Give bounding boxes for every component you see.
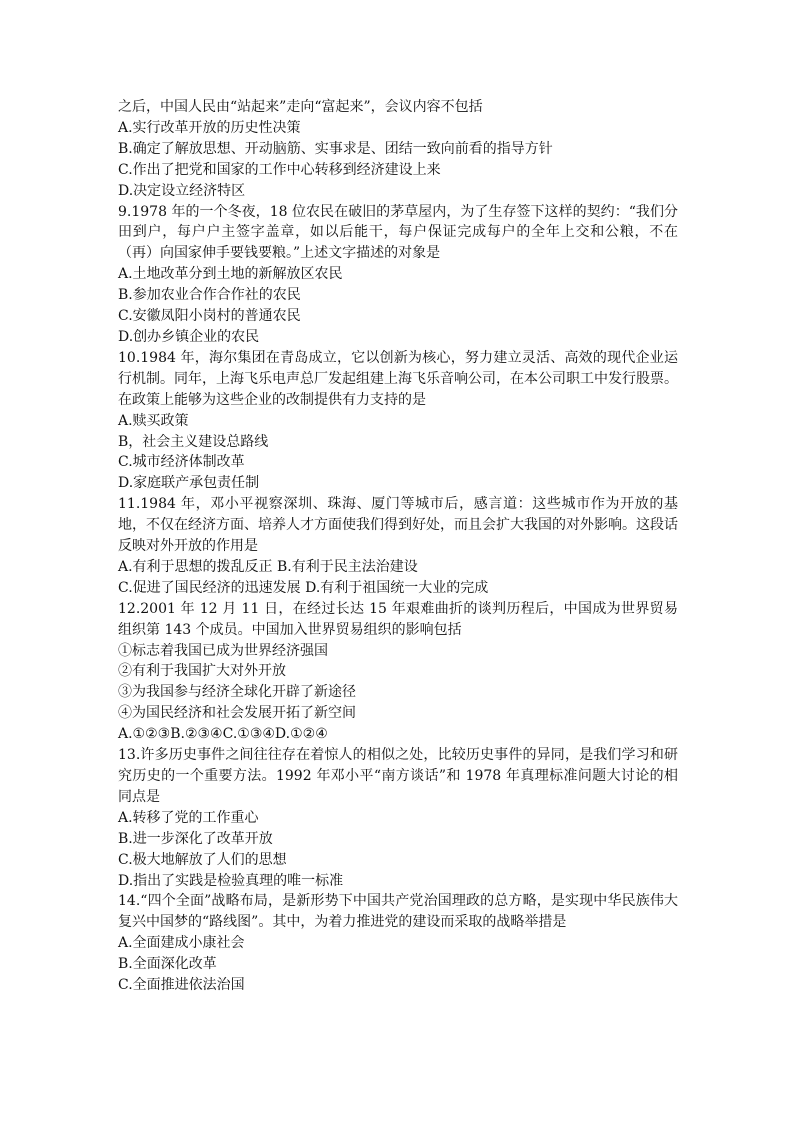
q8-option-c: C.作出了把党和国家的工作中心转移到经济建设上来: [118, 161, 441, 178]
q11-options-cd: C.促进了国民经济的迅速发展 D.有利于祖国统一大业的完成: [118, 579, 489, 596]
q12-stem: 12.2001 年 12 月 11 日，在经过长达 15 年艰难曲折的谈判历程后，中国成为世界贸易组织第 143 个成员。中国加入世界贸易组织的影响包括: [118, 600, 678, 638]
q8-stem-tail: 之后，中国人民由“站起来”走向“富起来”，会议内容不包括: [118, 99, 483, 115]
q10-option-d: D.家庭联产承包责任制: [118, 475, 260, 492]
q9-stem: 9.1978 年的一个冬夜，18 位农民在破旧的茅草屋内，为了生存签下这样的契约：“我们分田到户，每户户主签字盖章，如以后能干，每户保证完成每户的全年上交和公粮，不在（再）向国家伸手要钱要粮。”上述文字描述的对象是: [118, 203, 678, 262]
q11-stem: 11.1984 年，邓小平视察深圳、珠海、厦门等城市后，感言道：这些城市作为开放的基地，不仅在经济方面、培养人才方面使我们得到好处，而且会扩大我国的对外影响。这段话反映对外开放的作用是: [118, 496, 678, 555]
q13-option-c: C.极大地解放了人们的思想: [118, 851, 287, 868]
q9-option-d: D.创办乡镇企业的农民: [118, 328, 260, 345]
q10-option-c: C.城市经济体制改革: [118, 454, 245, 471]
q10-option-a: A.赎买政策: [118, 412, 189, 429]
q14-option-a: A.全面建成小康社会: [118, 935, 245, 952]
q8-option-a: A.实行改革开放的历史性决策: [118, 119, 301, 136]
q8-option-d: D.决定设立经济特区: [118, 182, 246, 199]
q14-stem: 14.“四个全面”战略布局，是新形势下中国共产党治国理政的总方略，是实现中华民族伟大复兴中国梦的“路线图”。其中，为着力推进党的建设而采取的战略举措是: [118, 893, 678, 931]
q9-option-a: A.土地改革分到土地的新解放区农民: [118, 266, 343, 283]
q8-option-b: B.确定了解放思想、开动脑筋、实事求是、团结一致向前看的指导方针: [118, 140, 553, 157]
document-body: [118, 97, 678, 996]
q12-options: A.①②③B.②③④C.①③④D.①②④: [118, 726, 328, 743]
q10-stem: 10.1984 年，海尔集团在青岛成立，它以创新为核心，努力建立灵活、高效的现代企业运行机制。同年，上海飞乐电声总厂发起组建上海飞乐音响公司，在本公司职工中发行股票。在政策上能够为这些企业的改制提供有力支持的是: [118, 349, 678, 408]
q13-option-d: D.指出了实践是检验真理的唯一标准: [118, 872, 344, 889]
q9-option-b: B.参加农业合作合作社的农民: [118, 287, 301, 304]
q12-item-2: ②有利于我国扩大对外开放: [118, 663, 286, 680]
q13-option-b: B.进一步深化了改革开放: [118, 830, 273, 847]
q12-item-4: ④为国民经济和社会发展开拓了新空间: [118, 705, 356, 722]
q13-stem: 13.许多历史事件之间往往存在着惊人的相似之处，比较历史事件的异同，是我们学习和研究历史的一个重要方法。1992 年邓小平“南方谈话”和 1978 年真理标准问题大讨论的相同点是: [118, 747, 678, 805]
q10-option-b: B，社会主义建设总路线: [118, 433, 269, 450]
q9-option-c: C.安徽凤阳小岗村的普通农民: [118, 308, 301, 325]
q13-option-a: A.转移了党的工作重心: [118, 809, 259, 826]
q14-option-b: B.全面深化改革: [118, 956, 217, 973]
q14-option-c: C.全面推进依法治国: [118, 977, 245, 994]
q12-item-1: ①标志着我国已成为世界经济强国: [118, 642, 328, 659]
q11-options-ab: A.有利于思想的拨乱反正 B.有利于民主法治建设: [118, 558, 418, 575]
q12-item-3: ③为我国参与经济全球化开辟了新途径: [118, 684, 356, 701]
